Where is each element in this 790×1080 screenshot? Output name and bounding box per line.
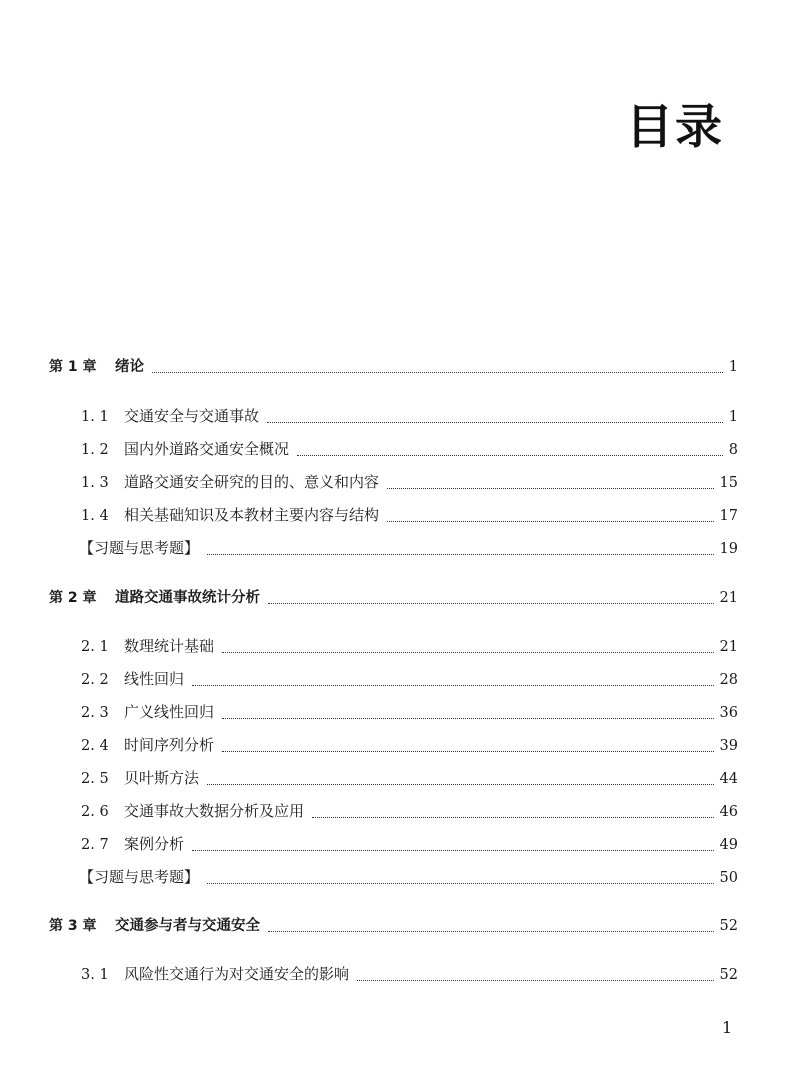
toc-entry-label: 【习题与思考题】 xyxy=(79,868,200,886)
toc-entry-number: 2. 2 xyxy=(81,672,109,688)
toc-entry-page: 21 xyxy=(719,639,738,655)
toc-entry-number: 1. 1 xyxy=(81,409,109,425)
toc-entry-label: 时间序列分析 xyxy=(124,736,215,754)
toc-entry-label: 交通事故大数据分析及应用 xyxy=(124,802,305,820)
dot-leader xyxy=(207,783,714,785)
page-title: 目录 xyxy=(626,100,724,155)
dot-leader xyxy=(192,684,714,686)
toc-chapter-entry[interactable] xyxy=(49,357,738,377)
toc-entry-label: 线性回归 xyxy=(124,670,185,688)
toc-entry-page: 28 xyxy=(719,672,738,688)
toc-entry-number: 第 1 章 xyxy=(49,359,97,375)
toc-entry-label: 案例分析 xyxy=(124,835,185,853)
toc-entry-number: 2. 1 xyxy=(81,639,109,655)
toc-section-entry[interactable] xyxy=(81,834,738,855)
dot-leader xyxy=(222,717,714,719)
toc-entry-number: 2. 7 xyxy=(81,837,109,853)
dot-leader xyxy=(267,421,723,423)
toc-entry-page: 39 xyxy=(719,738,738,754)
dot-leader xyxy=(192,849,714,851)
toc-entry-number: 2. 5 xyxy=(81,771,109,787)
toc-entry-page: 19 xyxy=(719,541,738,557)
dot-leader xyxy=(357,979,714,981)
toc-entry-label: 贝叶斯方法 xyxy=(124,769,200,787)
toc-entry-label: 道路交通安全研究的目的、意义和内容 xyxy=(124,473,380,491)
toc-entry-number: 2. 3 xyxy=(81,705,109,721)
toc-entry-page: 17 xyxy=(719,508,738,524)
dot-leader xyxy=(222,651,714,653)
toc-chapter-entry[interactable] xyxy=(49,588,738,608)
toc-entry-number: 第 3 章 xyxy=(49,918,97,934)
toc-section-entry[interactable] xyxy=(81,735,738,756)
toc-section-entry[interactable] xyxy=(81,439,738,460)
toc-entry-page: 15 xyxy=(719,475,738,491)
toc-entry-label: 相关基础知识及本教材主要内容与结构 xyxy=(124,506,380,524)
toc-section-entry[interactable] xyxy=(81,669,738,690)
dot-leader xyxy=(152,371,723,373)
toc-entry-number: 第 2 章 xyxy=(49,590,97,606)
toc-section-entry[interactable] xyxy=(81,472,738,493)
toc-section-entry[interactable] xyxy=(81,406,738,427)
toc-entry-label: 绪论 xyxy=(115,359,144,375)
toc-entry-page: 49 xyxy=(719,837,738,853)
dot-leader xyxy=(387,487,714,489)
toc-entry-number: 3. 1 xyxy=(81,967,109,983)
footer-page-number: 1 xyxy=(722,1018,733,1037)
toc-entry-page: 46 xyxy=(719,804,738,820)
toc-entry-label: 国内外道路交通安全概况 xyxy=(124,440,290,458)
toc-entry-label: 交通安全与交通事故 xyxy=(124,407,260,425)
toc-section-entry[interactable] xyxy=(81,964,738,985)
toc-entry-label: 风险性交通行为对交通安全的影响 xyxy=(124,965,350,983)
toc-entry-page: 1 xyxy=(728,359,738,375)
toc-entry-page: 21 xyxy=(719,590,738,606)
toc-section-entry[interactable] xyxy=(81,505,738,526)
toc-entry-page: 44 xyxy=(719,771,738,787)
dot-leader xyxy=(207,882,714,884)
toc-entry-number: 1. 4 xyxy=(81,508,109,524)
toc-entry-number: 1. 2 xyxy=(81,442,109,458)
toc-entry-label: 数理统计基础 xyxy=(124,637,215,655)
toc-entry-number: 2. 6 xyxy=(81,804,109,820)
toc-entry-page: 50 xyxy=(719,870,738,886)
toc-entry-page: 1 xyxy=(728,409,738,425)
toc-entry-page: 52 xyxy=(719,967,738,983)
toc-entry-number: 1. 3 xyxy=(81,475,109,491)
toc-exercise-entry[interactable] xyxy=(79,867,738,888)
dot-leader xyxy=(387,520,714,522)
toc-section-entry[interactable] xyxy=(81,636,738,657)
toc-entry-page: 36 xyxy=(719,705,738,721)
dot-leader xyxy=(222,750,714,752)
toc-section-entry[interactable] xyxy=(81,801,738,822)
toc-entry-label: 道路交通事故统计分析 xyxy=(115,590,260,606)
toc-section-entry[interactable] xyxy=(81,768,738,789)
dot-leader xyxy=(312,816,714,818)
toc-entry-number: 2. 4 xyxy=(81,738,109,754)
toc-exercise-entry[interactable] xyxy=(79,538,738,559)
toc-entry-label: 【习题与思考题】 xyxy=(79,539,200,557)
dot-leader xyxy=(297,454,723,456)
dot-leader xyxy=(207,553,714,555)
toc-entry-label: 交通参与者与交通安全 xyxy=(115,918,260,934)
toc-entry-page: 52 xyxy=(719,918,738,934)
toc-entry-label: 广义线性回归 xyxy=(124,703,215,721)
dot-leader xyxy=(268,602,714,604)
toc-chapter-entry[interactable] xyxy=(49,916,738,936)
toc-section-entry[interactable] xyxy=(81,702,738,723)
dot-leader xyxy=(268,930,714,932)
toc-entry-page: 8 xyxy=(728,442,738,458)
